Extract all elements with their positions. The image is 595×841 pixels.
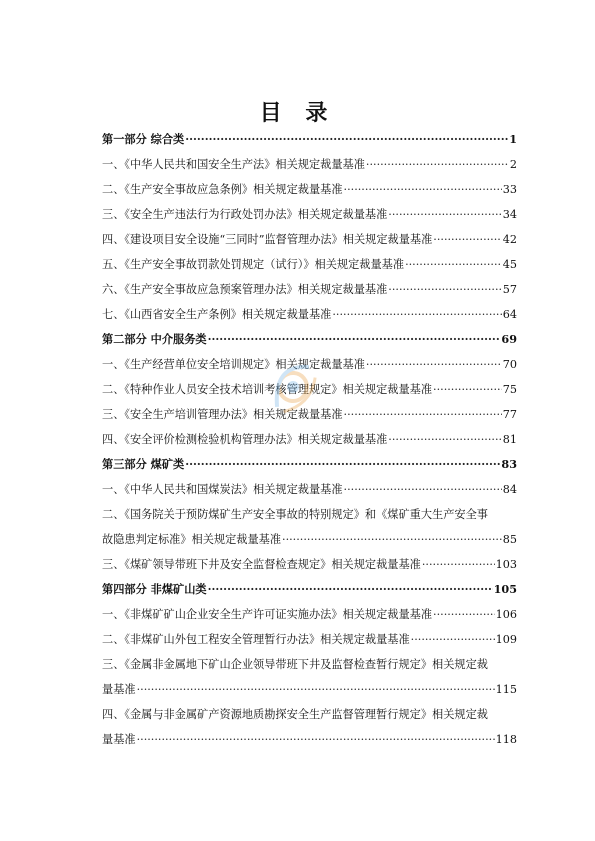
toc-entry <box>102 427 517 452</box>
toc-entry-text-line2: 量基准 <box>102 683 136 696</box>
toc-entry <box>102 227 517 252</box>
toc-entry-text: 四、《建设项目安全设施“三同时”监督管理办法》相关规定裁量基准 <box>102 233 433 246</box>
leader-dots <box>282 527 502 552</box>
toc-entry-text: 一、《生产经营单位安全培训规定》相关规定裁量基准 <box>102 358 365 371</box>
leader-dots <box>344 402 502 427</box>
toc-entry-text: 五、《生产安全事故罚款处罚规定（试行）》相关规定裁量基准 <box>102 258 405 271</box>
toc-entry-text: 一、《中华人民共和国安全生产法》相关规定裁量基准 <box>102 158 365 171</box>
toc-entry-text: 一、《非煤矿矿山企业安全生产许可证实施办法》相关规定裁量基准 <box>102 608 433 621</box>
toc-page-number: 64 <box>502 308 517 321</box>
leader-dots <box>433 377 502 402</box>
toc-entry-text: 一、《中华人民共和国煤炭法》相关规定裁量基准 <box>102 483 343 496</box>
toc-entry-text: 六、《生产安全事故应急预案管理办法》相关规定裁量基准 <box>102 283 388 296</box>
toc-entry-text-line2: 量基准 <box>102 733 136 746</box>
toc-entry <box>102 252 517 277</box>
toc-entry <box>102 702 517 752</box>
leader-dots <box>366 152 509 177</box>
toc-entry-text-line1: 三、《金属非金属地下矿山企业领导带班下井及监督检查暂行规定》相关规定裁 <box>102 658 488 671</box>
leader-dots <box>344 177 502 202</box>
toc-page-number: 84 <box>502 483 517 496</box>
toc-entry-text-line1: 四、《金属与非金属矿产资源地质勘探安全生产监督管理暂行规定》相关规定裁 <box>102 708 488 721</box>
toc-page-number: 77 <box>502 408 517 421</box>
leader-dots <box>388 277 501 302</box>
leader-dots <box>208 327 501 352</box>
toc-page-number: 103 <box>495 558 517 571</box>
toc-page-number: 1 <box>509 132 517 146</box>
leader-dots <box>422 552 495 577</box>
toc-part-heading <box>102 127 517 152</box>
toc-part-heading <box>102 452 517 477</box>
toc-page-number: 42 <box>502 233 517 246</box>
leader-dots <box>137 727 495 752</box>
toc-entry-text: 七、《山西省安全生产条例》相关规定裁量基准 <box>102 308 332 321</box>
toc-page-number: 109 <box>495 633 517 646</box>
toc-entry-text: 三、《安全生产违法行为行政处罚办法》相关规定裁量基准 <box>102 208 388 221</box>
toc-page-number: 69 <box>501 332 517 346</box>
leader-dots <box>344 477 502 502</box>
leader-dots <box>208 577 493 602</box>
toc-entry <box>102 552 517 577</box>
toc-entry <box>102 177 517 202</box>
toc-page-number: 118 <box>495 733 517 746</box>
toc-entry-text-line1: 二、《国务院关于预防煤矿生产安全事故的特别规定》和《煤矿重大生产安全事 <box>102 508 488 521</box>
toc-page-number: 83 <box>501 457 517 471</box>
toc-entry-text: 三、《安全生产培训管理办法》相关规定裁量基准 <box>102 408 343 421</box>
toc-entry-text: 四、《安全评价检测检验机构管理办法》相关规定裁量基准 <box>102 433 388 446</box>
leader-dots <box>433 602 495 627</box>
leader-dots <box>137 677 495 702</box>
leader-dots <box>332 302 501 327</box>
toc-page-number: 45 <box>502 258 517 271</box>
leader-dots <box>388 202 501 227</box>
toc-entry <box>102 602 517 627</box>
leader-dots <box>433 227 501 252</box>
toc-page-number: 33 <box>502 183 517 196</box>
toc-entry-text: 二、《非煤矿山外包工程安全管理暂行办法》相关规定裁量基准 <box>102 633 410 646</box>
toc-entry-text: 第三部分 煤矿类 <box>102 457 185 471</box>
toc-entry-text: 三、《煤矿领导带班下井及安全监督检查规定》相关规定裁量基准 <box>102 558 421 571</box>
toc-entry-text: 二、《生产安全事故应急条例》相关规定裁量基准 <box>102 183 343 196</box>
toc-page-number: 34 <box>502 208 517 221</box>
leader-dots <box>411 627 495 652</box>
toc-entry-text: 第二部分 中介服务类 <box>102 332 207 346</box>
toc-entry <box>102 302 517 327</box>
table-of-contents <box>102 127 517 752</box>
leader-dots <box>185 127 508 152</box>
toc-entry <box>102 652 517 702</box>
toc-entry-text: 第四部分 非煤矿山类 <box>102 582 207 596</box>
toc-part-heading <box>102 577 517 602</box>
toc-entry <box>102 202 517 227</box>
toc-page-number: 106 <box>495 608 517 621</box>
leader-dots <box>405 252 502 277</box>
toc-page-number: 70 <box>502 358 517 371</box>
leader-dots <box>366 352 502 377</box>
toc-title: 目 录 <box>259 100 336 126</box>
toc-entry-text: 第一部分 综合类 <box>102 132 185 146</box>
toc-page-number: 85 <box>502 533 517 546</box>
toc-page-number: 75 <box>502 383 517 396</box>
toc-entry-text: 二、《特种作业人员安全技术培训考核管理规定》相关规定裁量基准 <box>102 383 433 396</box>
toc-entry <box>102 502 517 552</box>
toc-entry <box>102 277 517 302</box>
toc-page-number: 2 <box>509 158 517 171</box>
toc-part-heading <box>102 327 517 352</box>
toc-page-number: 81 <box>502 433 517 446</box>
leader-dots <box>388 427 501 452</box>
toc-entry-text-line2: 故隐患判定标准》相关规定裁量基准 <box>102 533 282 546</box>
leader-dots <box>185 452 500 477</box>
toc-entry <box>102 152 517 177</box>
toc-page-number: 105 <box>493 582 517 596</box>
toc-entry <box>102 627 517 652</box>
toc-page-number: 115 <box>495 683 517 696</box>
toc-entry <box>102 477 517 502</box>
toc-page-number: 57 <box>502 283 517 296</box>
